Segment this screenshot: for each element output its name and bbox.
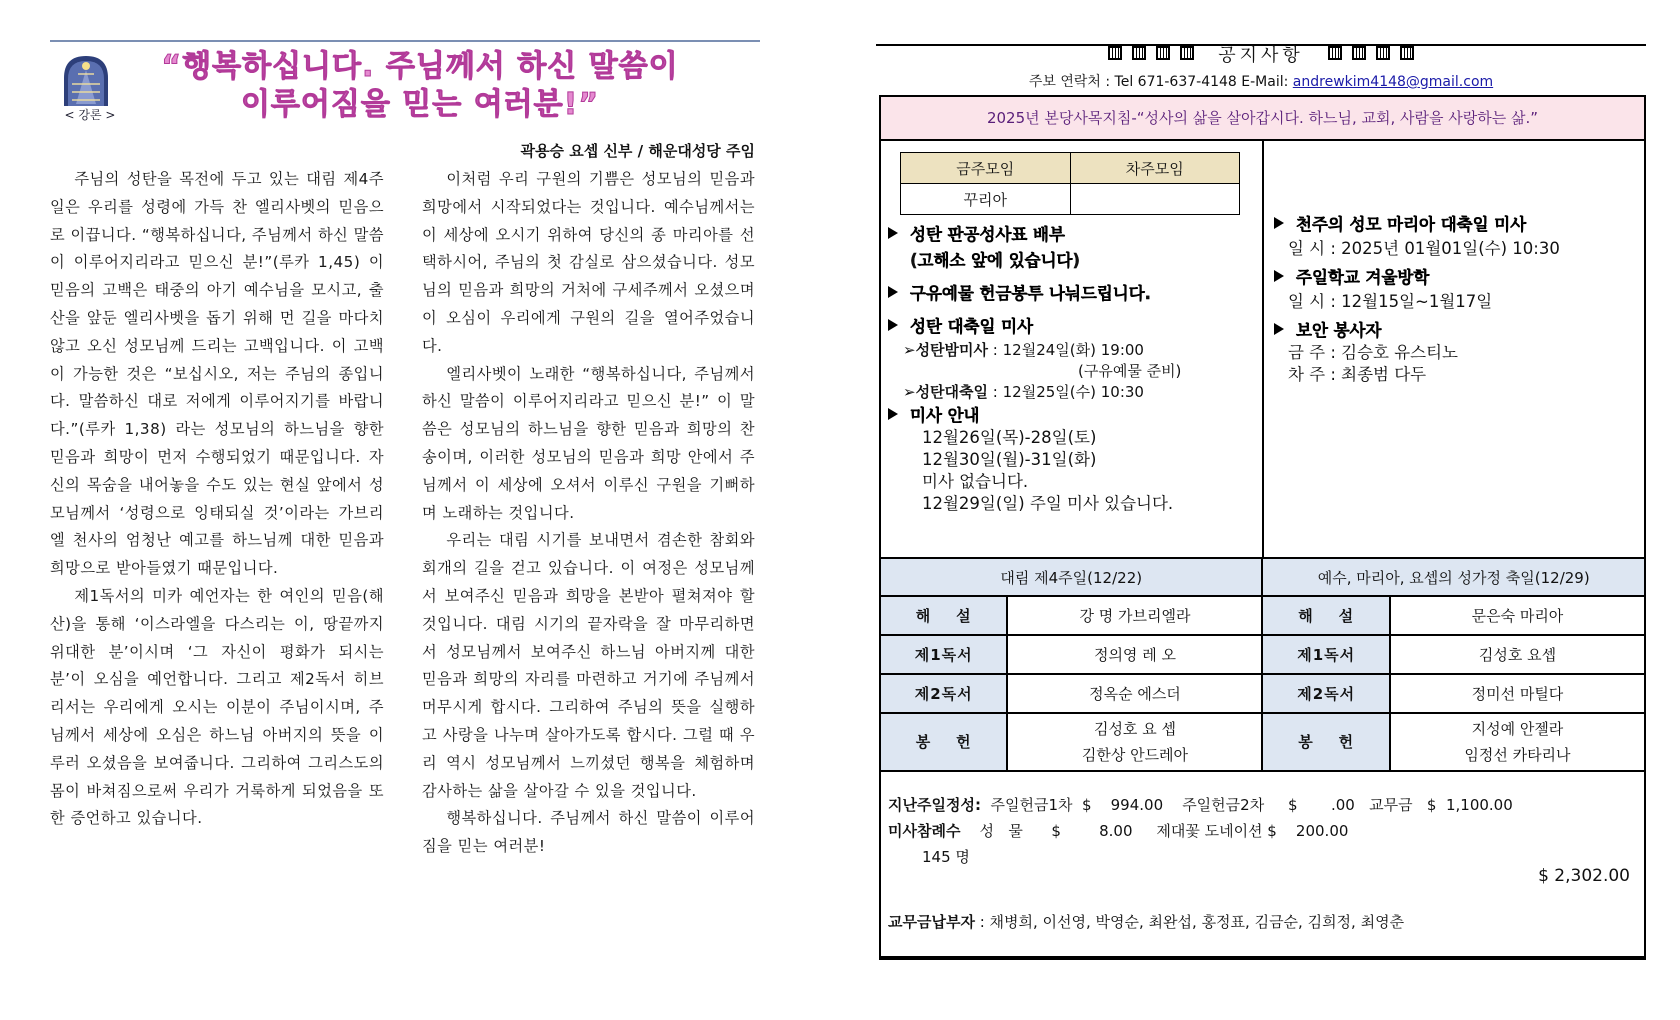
pastoral-motto: 2025년 본당사목지침-“성사의 삶을 살아갑시다. 하느님, 교회, 사람을 사랑하는 삶.” bbox=[881, 97, 1644, 141]
homily-paragraph: 엘리사벳이 노래한 “행복하십니다, 주님께서 하신 말씀이 이루어지리라고 믿으신 분!” 이 말씀은 성모님의 하느님을 향한 믿음과 희망의 찬송이며, 이러한 성모님의 믿음과 희망 안에서 주님께서 이 세상에 오셔서 이루신 구원을 기뻐하며 노래하는 것입니다. bbox=[422, 364, 755, 522]
roster-name-line: 김한상 안드레아 bbox=[1081, 746, 1189, 764]
roster-role: 제2독서 bbox=[880, 674, 1007, 713]
bullet-triangle-icon bbox=[1274, 270, 1284, 282]
homily-title bbox=[140, 48, 700, 124]
ornament-icon bbox=[1108, 46, 1122, 60]
roster-name: 정옥순 에스더 bbox=[1007, 674, 1262, 713]
bullet-triangle-icon bbox=[888, 408, 898, 420]
dues-payers-list: : 채병희, 이선영, 박영순, 최완섭, 홍정표, 김금순, 김희정, 최영춘 bbox=[974, 913, 1405, 931]
mass-info-line: 미사 없습니다. bbox=[922, 472, 1029, 491]
church-window-icon bbox=[62, 54, 110, 106]
roster-role: 해 설 bbox=[1262, 596, 1389, 635]
roster-name-line: 김성호 요 셉 bbox=[1093, 720, 1176, 738]
homily-title-line1: “행복하십니다. 주님께서 하신 말씀이 bbox=[161, 49, 679, 84]
homily-paragraph: 이처럼 우리 구원의 기쁨은 성모님의 믿음과 희망에서 시작되었다는 것입니다. 예수님께서는 이 세상에 오시기 위하여 당신의 종 마리아를 선택하시어, 주님의 첫 감실로 삼으셨습니다. 성모님의 믿음과 희망의 거처에 구세주께서 오셨으며 이 오심이 우리에게 구원의 길을 열어주었습니다. bbox=[422, 170, 755, 355]
homily-paragraph: 제1독서의 미카 예언자는 한 여인의 믿음(해산)을 통해 ‘이스라엘을 다스리는 이, 땅끝까지 위대한 분’이시며 ‘그 자신이 평화가 되시는 분’이 오심을 예언합니다. 그리고 제2독서 히브리서는 우리에게 오시는 이분이 주님이시며, 주님께서 세상에 오심은 하느님 아버지의 뜻을 이루러 오셨음을 보여줍니다. 그리하여 그리스도의 몸이 바쳐짐으로써 우리가 거룩하게 되었음을 또한 증언하고 있습니다. bbox=[50, 586, 384, 828]
bullet-triangle-icon bbox=[1274, 323, 1284, 335]
roster-name bbox=[1007, 713, 1262, 771]
ornament-icon bbox=[1132, 46, 1146, 60]
roster-header-left: 대림 제4주일(12/22) bbox=[880, 558, 1262, 596]
announcement-heading: 성탄 대축일 미사 bbox=[910, 317, 1034, 336]
meeting-header-this-week: 금주모임 bbox=[901, 153, 1071, 184]
roster-name-line: 임정선 카타리나 bbox=[1464, 746, 1571, 764]
contact-email-link[interactable]: andrewkim4148@gmail.com bbox=[1292, 74, 1494, 90]
announcement-body: 금 주 : 김승호 유스티노 bbox=[1288, 343, 1458, 362]
attendance-label: 미사참례수 bbox=[888, 822, 961, 840]
ornament-icon bbox=[1180, 46, 1194, 60]
roster-name: 문은숙 마리아 bbox=[1390, 596, 1645, 635]
announcement-heading: 미사 안내 bbox=[910, 406, 980, 425]
roster-header-right: 예수, 마리아, 요셉의 성가정 축일(12/29) bbox=[1262, 558, 1645, 596]
attendance-count: 145 명 bbox=[922, 848, 970, 866]
bullet-triangle-icon bbox=[888, 286, 898, 298]
dues-payers-label: 교무금납부자 bbox=[888, 913, 975, 931]
meeting-next-week bbox=[1070, 184, 1240, 215]
homily-paragraph: 주님의 성탄을 목전에 두고 있는 대림 제4주일은 우리를 성령에 가득 찬 엘리사벳의 믿음으로 이끕니다. “행복하십니다, 주님께서 하신 말씀이 이루어지리라고 믿으신 분!”(루카 1,45) 이 믿음의 고백은 태중의 아기 예수님을 모시고, 출산을 앞둔 엘리사벳을 돕기 위해 먼 길을 마다치 않고 오신 성모님께 드리는 고백입니다. 이 고백이 가능한 것은 “보십시오, 저는 주님의 종입니다. 말씀하신 대로 저에게 이루어지기를 바랍니다.”(루카 1,38) 라는 성모님의 하느님을 향한 믿음과 희망이 먼저 수행되었기 때문입니다. 자신의 목숨을 내어놓을 수도 있는 현실 앞에서 성모님께서 ‘성령으로 잉태되실 것’이라는 가브리엘 천사의 엄청난 예고를 하느님께 대한 믿음과 희망으로 받아들였기 때문입니다. bbox=[50, 170, 384, 578]
schedule-label: ➢성탄밤미사 bbox=[903, 341, 989, 359]
mass-info-line: 12월29일(일) 주일 미사 있습니다. bbox=[922, 494, 1174, 513]
schedule-note: (구유예물 준비) bbox=[1078, 362, 1182, 380]
announcement-heading: 천주의 성모 마리아 대축일 미사 bbox=[1296, 215, 1527, 234]
liturgy-roster-table bbox=[879, 557, 1646, 772]
bottom-rule bbox=[879, 958, 1646, 960]
announcement-confession bbox=[888, 222, 1248, 274]
announcement-heading: 보안 봉사자 bbox=[1296, 321, 1382, 340]
roster-role: 봉 헌 bbox=[880, 713, 1007, 771]
roster-role: 봉 헌 bbox=[1262, 713, 1389, 771]
dues-payers bbox=[888, 911, 1628, 932]
ornament-icon bbox=[1376, 46, 1390, 60]
announcement-heading: 구유예물 헌금봉투 나눠드립니다. bbox=[910, 284, 1151, 303]
roster-role: 제1독서 bbox=[1262, 635, 1389, 674]
offering-line: 주일헌금1차 $ 994.00 주일헌금2차 $ .00 교무금 $ 1,100.00 bbox=[980, 796, 1513, 814]
schedule-label: ➢성탄대축일 bbox=[903, 383, 989, 401]
homily-paragraph: 우리는 대림 시기를 보내면서 겸손한 참회와 회개의 길을 걷고 있습니다. 이 여정은 성모님께서 보여주신 믿음과 희망을 본받아 펼쳐져야 할 것입니다. 대림 시기의 끝자락을 잘 마무리하면서 성모님께서 보여주신 하느님 아버지께 대한 믿음과 희망의 자리를 마련하고 거기에 주님께서 머무시게 합시다. 그리하여 주님의 뜻을 실행하고 사랑을 나누며 살아가도록 합시다. 그럴 때 우리 역시 성모님께서 느끼셨던 행복을 체험하며 감사하는 삶을 살아갈 수 있을 것입니다. bbox=[422, 531, 755, 800]
contact-label: 주보 연락처 : Tel 671-637-4148 E-Mail: bbox=[1028, 74, 1289, 90]
meeting-this-week: 꾸리아 bbox=[901, 184, 1071, 215]
homily-paragraph: 행복하십니다. 주님께서 하신 말씀이 이루어짐을 믿는 여러분! bbox=[422, 809, 755, 856]
announcement-heading: (고해소 앞에 있습니다) bbox=[910, 251, 1081, 270]
announcement-body: 일 시 : 12월15일~1월17일 bbox=[1288, 292, 1493, 311]
announcement-mary-solemnity bbox=[1274, 213, 1634, 261]
homily-column-2 bbox=[422, 166, 755, 861]
ornament-icon bbox=[1328, 46, 1342, 60]
ornament-icon bbox=[1156, 46, 1170, 60]
announcement-heading: 성탄 판공성사표 배부 bbox=[910, 225, 1065, 244]
logo-caption: < 강론 > bbox=[64, 108, 116, 122]
roster-role: 해 설 bbox=[880, 596, 1007, 635]
offering-total: $ 2,302.00 bbox=[1538, 866, 1630, 886]
roster-name: 정미선 마틸다 bbox=[1390, 674, 1645, 713]
ornament-icon bbox=[1400, 46, 1414, 60]
announcement-envelope bbox=[888, 281, 1248, 307]
offering-summary bbox=[888, 792, 1628, 870]
roster-name-line: 지성예 안젤라 bbox=[1471, 720, 1564, 738]
offering-line: 성 물 $ 8.00 제대꽃 도네이션 $ 200.00 bbox=[960, 822, 1349, 840]
column-divider bbox=[1262, 141, 1264, 559]
announcement-mass-info bbox=[888, 405, 1248, 515]
bullet-triangle-icon bbox=[888, 227, 898, 239]
notice-title-text: 공지사항 bbox=[1218, 45, 1304, 66]
roster-role: 제2독서 bbox=[1262, 674, 1389, 713]
homily-column-1 bbox=[50, 166, 384, 833]
bullet-triangle-icon bbox=[1274, 217, 1284, 229]
announcement-christmas-mass bbox=[888, 314, 1260, 403]
mass-info-line: 12월30일(월)-31일(화) bbox=[922, 450, 1097, 469]
homily-title-line2: 이루어짐을 믿는 여러분!” bbox=[240, 87, 600, 122]
notice-title bbox=[876, 44, 1646, 68]
ornament-icon bbox=[1352, 46, 1366, 60]
schedule-value: : 12월24일(화) 19:00 bbox=[988, 341, 1144, 359]
contact-line bbox=[876, 71, 1646, 91]
announcement-security bbox=[1274, 320, 1634, 386]
roster-name: 정의영 레 오 bbox=[1007, 635, 1262, 674]
announcement-sunday-school bbox=[1274, 266, 1634, 314]
roster-name bbox=[1390, 713, 1645, 771]
meeting-header-next-week: 차주모임 bbox=[1070, 153, 1240, 184]
announcement-body: 일 시 : 2025년 01월01일(수) 10:30 bbox=[1288, 239, 1560, 258]
announcement-heading: 주일학교 겨울방학 bbox=[1296, 268, 1430, 287]
offering-label: 지난주일정성: bbox=[888, 796, 981, 814]
roster-role: 제1독서 bbox=[880, 635, 1007, 674]
mass-info-line: 12월26일(목)-28일(토) bbox=[922, 428, 1097, 447]
roster-name: 김성호 요셉 bbox=[1390, 635, 1645, 674]
left-top-rule bbox=[50, 40, 760, 42]
homily-author: 곽용승 요셉 신부 / 해운대성당 주임 bbox=[520, 142, 755, 160]
schedule-value: : 12월25일(수) 10:30 bbox=[988, 383, 1144, 401]
announcement-body: 차 주 : 최종범 다두 bbox=[1288, 365, 1427, 384]
meeting-table bbox=[900, 152, 1240, 215]
bullet-triangle-icon bbox=[888, 319, 898, 331]
roster-name: 강 명 가브리엘라 bbox=[1007, 596, 1262, 635]
